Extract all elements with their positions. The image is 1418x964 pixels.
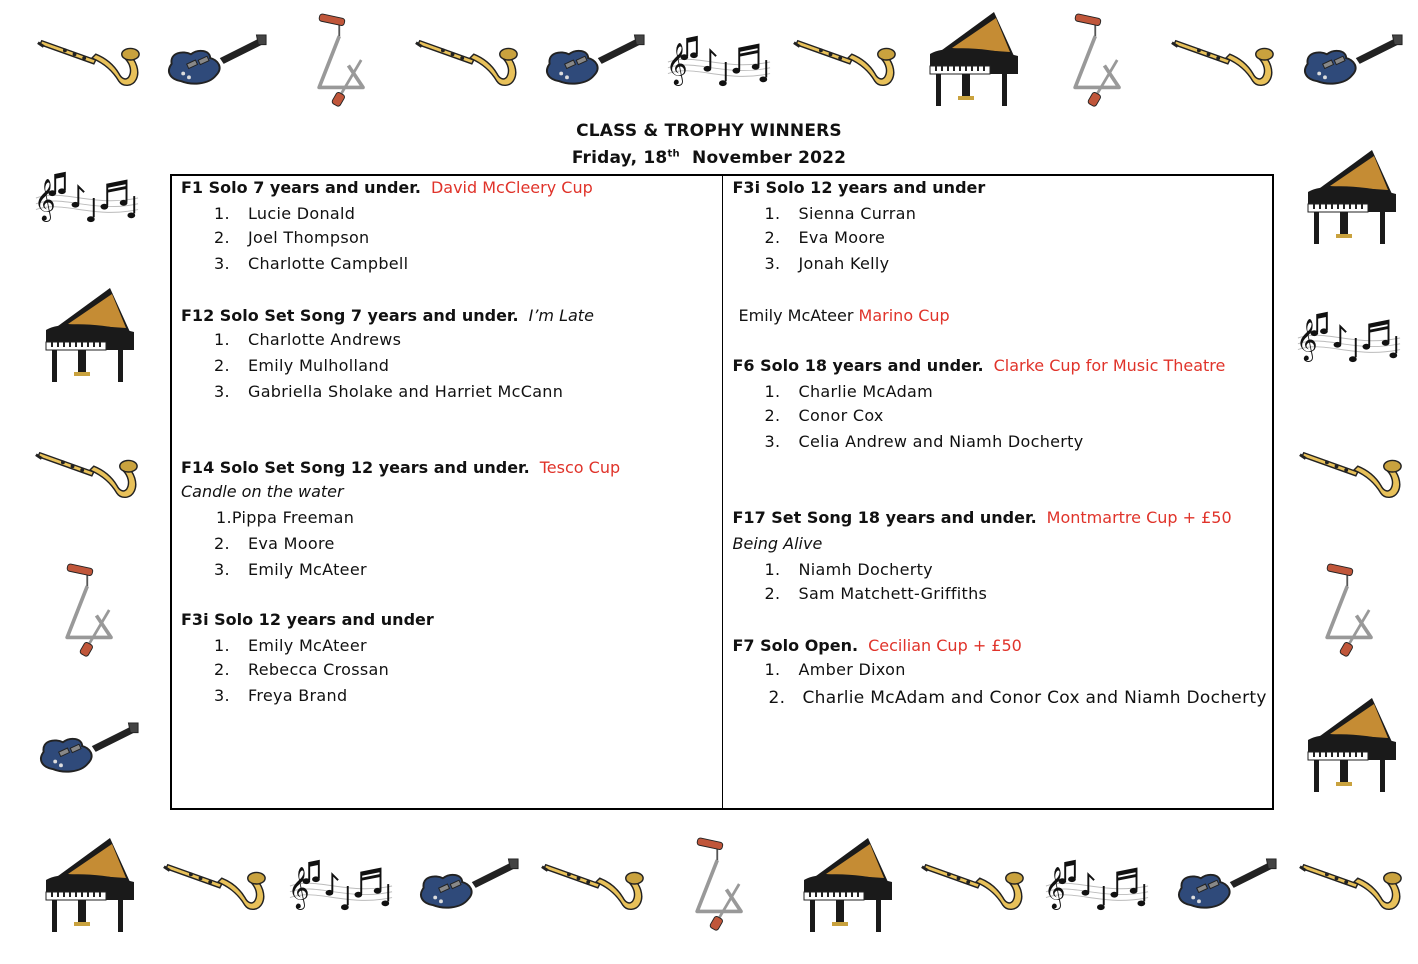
saxophone-icon: [162, 854, 268, 914]
list-item: 1. Amber Dixon: [764, 660, 906, 679]
song-title: I’m Late: [528, 306, 594, 325]
list-item: 3. Celia Andrew and Niamh Docherty: [764, 432, 1084, 451]
list-item: 2. Sam Matchett-Griffiths: [764, 584, 988, 603]
triangle-icon: [58, 560, 122, 660]
class-heading-f6: F6 Solo 18 years and under. Clarke Cup for Music Theatre: [732, 356, 1226, 375]
list-item: 2. Charlie McAdam and Conor Cox and Niamh Docherty: [768, 688, 1267, 708]
song-title: Being Alive: [732, 534, 823, 553]
piano-icon: [38, 286, 138, 386]
saxophone-icon: [414, 30, 520, 90]
results-column-right: [723, 176, 1273, 808]
guitar-icon: [1172, 854, 1278, 914]
list-item: 3. Emily McAteer: [214, 560, 367, 579]
event-date: Friday, 18th November 2022: [571, 148, 847, 168]
guitar-icon: [1298, 30, 1404, 90]
list-item: 2. Eva Moore: [214, 534, 335, 553]
saxophone-icon: [792, 30, 898, 90]
saxophone-icon: [1298, 442, 1404, 502]
trophy-name: Marino Cup: [858, 306, 950, 325]
class-heading-f3i: F3i Solo 12 years and under: [732, 178, 986, 197]
list-item: 2. Rebecca Crossan: [214, 660, 390, 679]
music-notes-icon: [34, 168, 140, 228]
list-item: 3. Gabriella Sholake and Harriet McCann: [214, 382, 564, 401]
triangle-icon: [1066, 10, 1130, 110]
results-column-left: [172, 176, 723, 808]
music-notes-icon: [1296, 308, 1402, 368]
list-item: 2. Emily Mulholland: [214, 356, 390, 375]
triangle-icon: [688, 834, 752, 934]
music-notes-icon: [288, 856, 394, 916]
piano-icon: [1300, 696, 1400, 796]
guitar-icon: [540, 30, 646, 90]
trophy-name: Tesco Cup: [539, 458, 621, 477]
results-board: [170, 174, 1274, 810]
list-item: 1. Charlie McAdam: [764, 382, 934, 401]
page-title: CLASS & TROPHY WINNERS: [576, 121, 842, 141]
saxophone-icon: [920, 854, 1026, 914]
piano-icon: [922, 10, 1022, 110]
saxophone-icon: [36, 30, 142, 90]
music-notes-icon: [666, 32, 772, 92]
trophy-name: Cecilian Cup + £50: [868, 636, 1022, 655]
trophy-name: David McCleery Cup: [430, 178, 593, 197]
marino-cup-winner: Emily McAteer Marino Cup: [738, 306, 950, 325]
list-item: 1. Niamh Docherty: [764, 560, 933, 579]
list-item: 3. Charlotte Campbell: [214, 254, 409, 273]
class-heading-f7: F7 Solo Open. Cecilian Cup + £50: [732, 636, 1022, 655]
guitar-icon: [414, 854, 520, 914]
class-heading-f1: F1 Solo 7 years and under. David McCleery Cup: [181, 178, 593, 197]
music-notes-icon: [1044, 856, 1150, 916]
trophy-name: Montmartre Cup + £50: [1046, 508, 1232, 527]
list-item: 2. Joel Thompson: [214, 228, 370, 247]
class-heading-f12: F12 Solo Set Song 7 years and under. I’m Late: [181, 306, 594, 325]
class-heading-f3i: F3i Solo 12 years and under: [181, 610, 434, 629]
guitar-icon: [162, 30, 268, 90]
list-item: 1. Emily McAteer: [214, 636, 367, 655]
saxophone-icon: [1298, 854, 1404, 914]
class-heading-f17: F17 Set Song 18 years and under. Montmartre Cup + £50: [732, 508, 1232, 527]
saxophone-icon: [540, 854, 646, 914]
piano-icon: [796, 836, 896, 936]
list-item: 3. Freya Brand: [214, 686, 348, 705]
triangle-icon: [1318, 560, 1382, 660]
saxophone-icon: [34, 442, 140, 502]
list-item: 1. Lucie Donald: [214, 204, 356, 223]
list-item: 2. Conor Cox: [764, 406, 884, 425]
list-item: 1. Charlotte Andrews: [214, 330, 402, 349]
saxophone-icon: [1170, 30, 1276, 90]
trophy-name: Clarke Cup for Music Theatre: [993, 356, 1226, 375]
triangle-icon: [310, 10, 374, 110]
list-item: 3. Jonah Kelly: [764, 254, 890, 273]
list-item: 2. Eva Moore: [764, 228, 886, 247]
piano-icon: [38, 836, 138, 936]
list-item: 1. Sienna Curran: [764, 204, 917, 223]
list-item: 1.Pippa Freeman: [216, 508, 355, 527]
song-title: Candle on the water: [181, 482, 344, 501]
guitar-icon: [34, 718, 140, 778]
class-heading-f14: F14 Solo Set Song 12 years and under. Tesco Cup: [181, 458, 621, 477]
